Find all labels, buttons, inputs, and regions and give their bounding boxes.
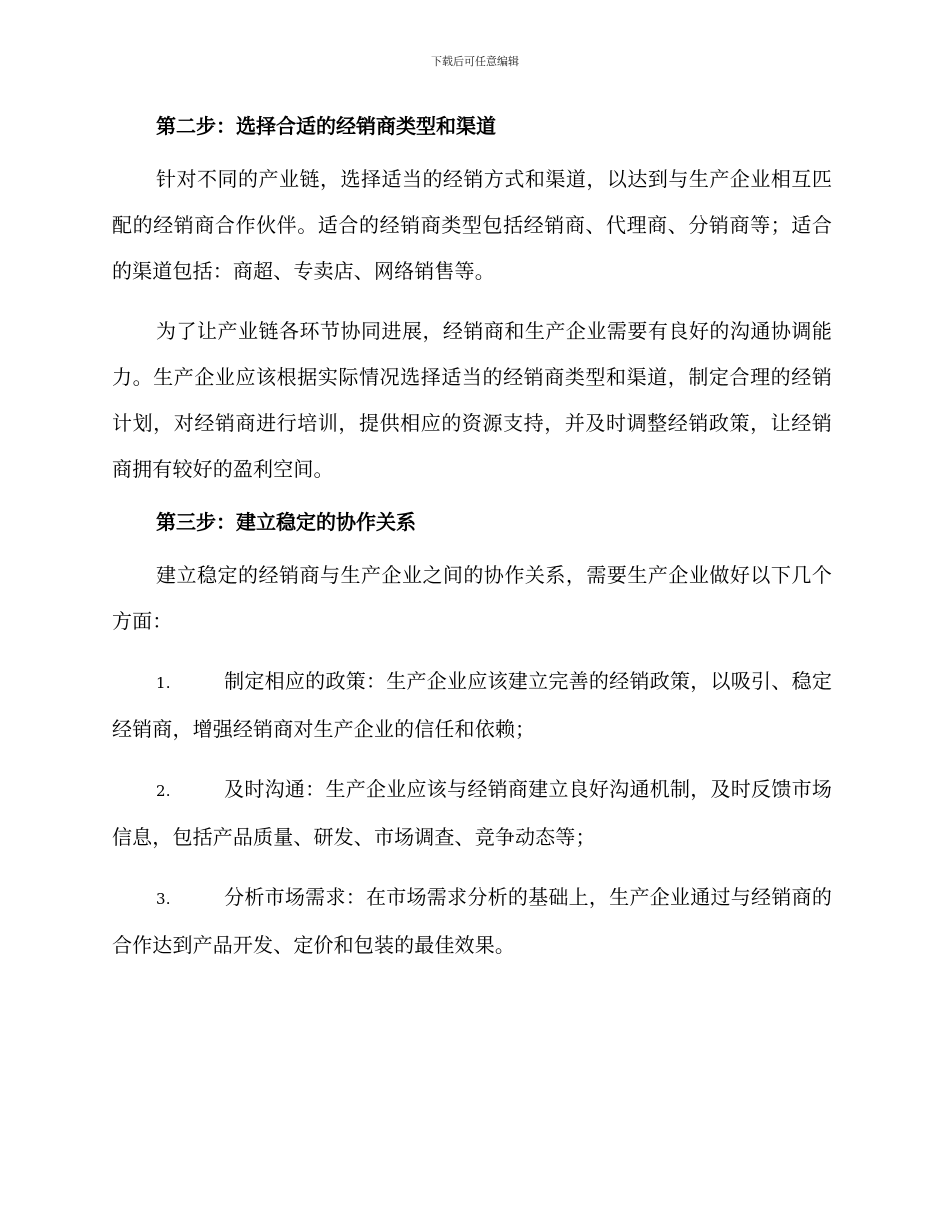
list-item xyxy=(112,874,832,968)
list-item xyxy=(112,658,832,752)
page-header: 下载后可任意编辑 xyxy=(431,55,519,68)
document-body xyxy=(112,110,832,982)
list-item-number: 1. xyxy=(156,674,171,692)
list-item-text: 制定相应的政策：生产企业应该建立完善的经销政策，以吸引、稳定经销商，增强经销商对生产企业的信任和依赖； xyxy=(112,669,832,741)
paragraph-step3-intro: 建立稳定的经销商与生产企业之间的协作关系，需要生产企业做好以下几个方面： xyxy=(112,563,832,633)
list-item-text: 分析市场需求：在市场需求分析的基础上，生产企业通过与经销商的合作达到产品开发、定价和包装的最佳效果。 xyxy=(112,885,832,957)
paragraph-step2-1: 针对不同的产业链，选择适当的经销方式和渠道，以达到与生产企业相互匹配的经销商合作伙伴。适合的经销商类型包括经销商、代理商、分销商等；适合的渠道包括：商超、专卖店、网络销售等。 xyxy=(112,167,832,283)
section-heading-step3: 第三步：建立稳定的协作关系 xyxy=(156,510,416,534)
section-heading-step2: 第二步：选择合适的经销商类型和渠道 xyxy=(156,114,496,138)
list-item-number: 2. xyxy=(156,782,171,800)
list-item-text: 及时沟通：生产企业应该与经销商建立良好沟通机制，及时反馈市场信息，包括产品质量、研发、市场调查、竞争动态等； xyxy=(112,777,832,849)
list-item-number: 3. xyxy=(156,890,171,908)
paragraph-step2-2: 为了让产业链各环节协同进展，经销商和生产企业需要有良好的沟通协调能力。生产企业应该根据实际情况选择适当的经销商类型和渠道，制定合理的经销计划，对经销商进行培训，提供相应的资源支持，并及时调整经销政策，让经销商拥有较好的盈利空间。 xyxy=(112,319,832,481)
list-item xyxy=(112,766,832,860)
